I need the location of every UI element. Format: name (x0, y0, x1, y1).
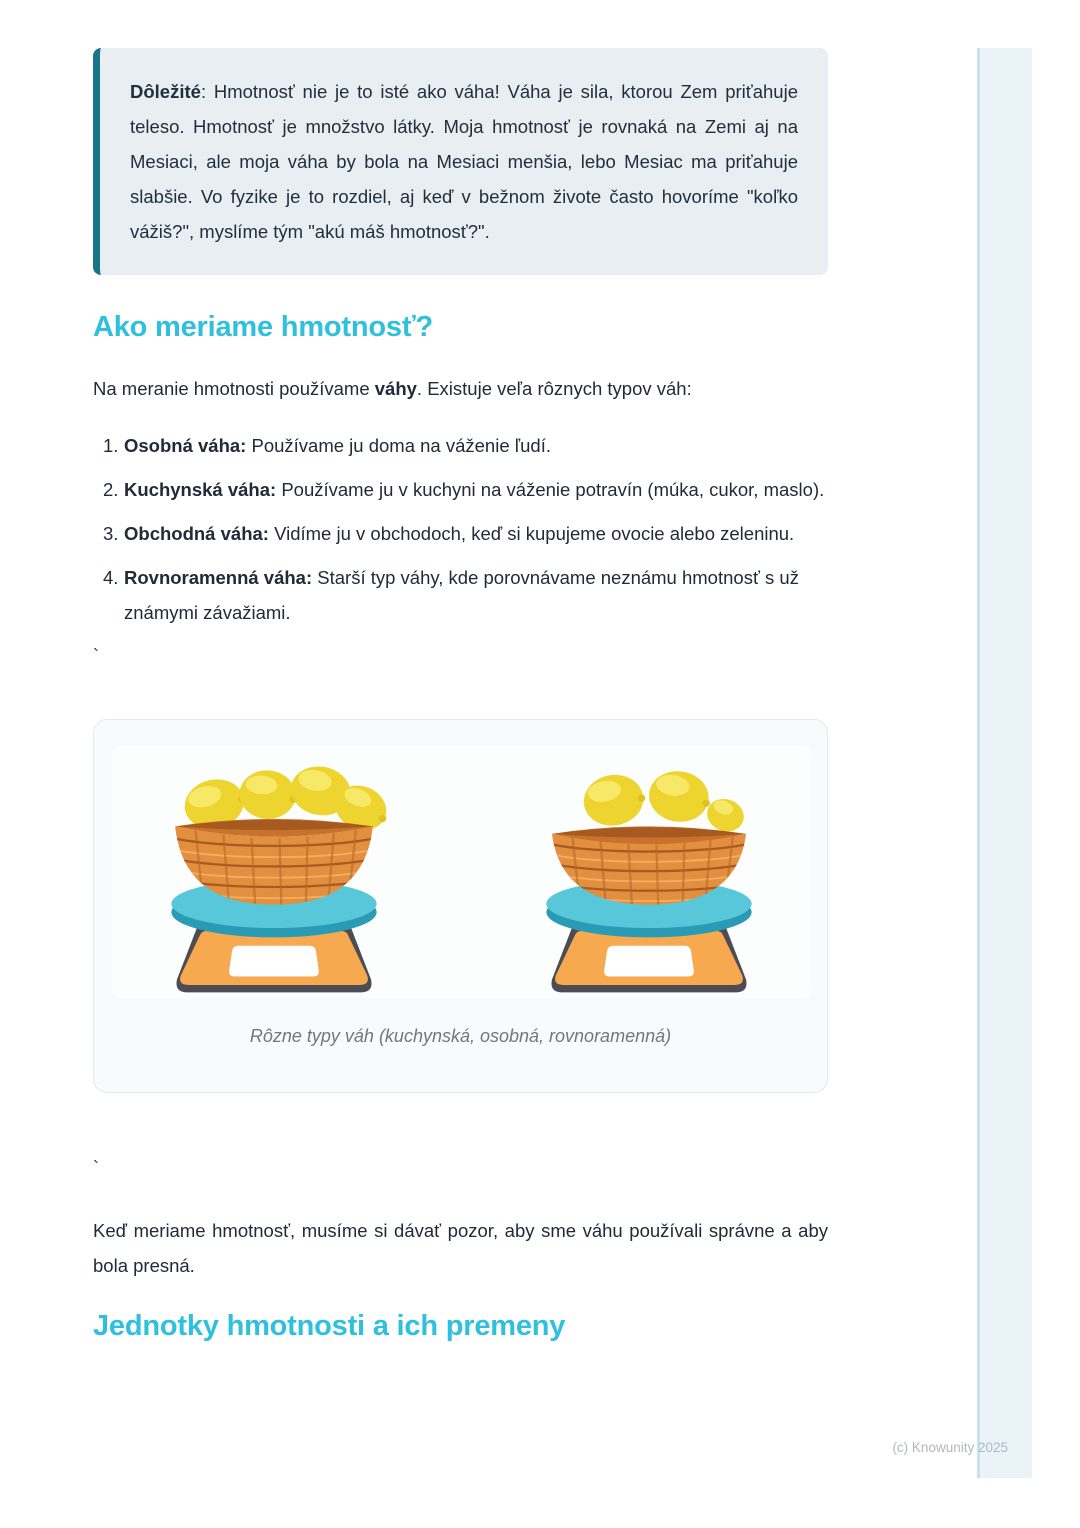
intro-pre: Na meranie hmotnosti používame (93, 378, 375, 399)
list-item (93, 428, 828, 463)
figure-card (93, 719, 828, 1093)
kitchen-scale-right-illustration (504, 748, 794, 998)
list-number: 2. (103, 479, 119, 500)
list-item-text (124, 560, 828, 630)
list-item-lead: Kuchynská váha: (124, 479, 277, 500)
list-item-rest: Používame ju doma na váženie ľudí. (246, 435, 551, 456)
intro-post: . Existuje veľa rôznych typov váh: (416, 378, 692, 399)
lemons (580, 767, 749, 836)
intro-bold: váhy (374, 378, 417, 399)
kitchen-scale-left-illustration (129, 748, 419, 998)
closing-paragraph: Keď meriame hmotnosť, musíme si dávať pozor, aby sme váhu používali správne a aby bola presná. (93, 1220, 828, 1276)
scale-types-list (93, 428, 828, 630)
watermark: (c) Knowunity 2025 (892, 1440, 1008, 1455)
figure-caption: Rôzne typy váh (kuchynská, osobná, rovnoramenná) (249, 1026, 672, 1046)
section-heading-units: Jednotky hmotnosti a ich premeny (93, 1310, 566, 1342)
scales-illustration (112, 746, 811, 998)
list-item-text (124, 428, 828, 463)
right-margin-bar (977, 48, 1032, 1478)
list-item-text (124, 472, 828, 507)
list-item-lead: Obchodná váha: (124, 523, 269, 544)
list-item-rest: Vidíme ju v obchodoch, keď si kupujeme ovocie alebo zeleninu. (268, 523, 795, 544)
list-item-rest: Používame ju v kuchyni na váženie potravín (múka, cukor, maslo). (276, 479, 825, 500)
section-heading-how-we-measure: Ako meriame hmotnosť? (93, 311, 434, 343)
list-item-lead: Rovnoramenná váha: (124, 567, 313, 588)
intro-paragraph (93, 371, 828, 406)
list-number: 4. (103, 567, 119, 588)
stray-backtick: ` (93, 1158, 99, 1178)
stray-backtick: ` (93, 646, 99, 666)
important-callout (93, 48, 828, 275)
list-item (93, 472, 828, 507)
list-number: 1. (103, 435, 119, 456)
list-item-rest: Starší typ váhy, kde porovnávame neznámu hmotnosť s už známymi závažiami. (124, 567, 799, 623)
callout-text: : Hmotnosť nie je to isté ako váha! Váha je sila, ktorou Zem priťahuje teleso. Hmotnosť je množstvo látky. Moja hmotnosť je rovnaká na Zemi aj na Mesiaci, ale moja váha by bola na Mesiaci menšia, lebo Mesiac ma priťahuje slabšie. Vo fyzike je to rozdiel, aj keď v bežnom živote často hovoríme "koľko vážiš?", myslíme tým "akú máš hmotnosť?". (130, 81, 798, 242)
list-item (93, 560, 828, 630)
list-item (93, 516, 828, 551)
list-item-lead: Osobná váha: (124, 435, 247, 456)
document-content (93, 0, 828, 1343)
list-number: 3. (103, 523, 119, 544)
list-item-text (124, 516, 828, 551)
callout-lead: Dôležité (130, 81, 201, 102)
